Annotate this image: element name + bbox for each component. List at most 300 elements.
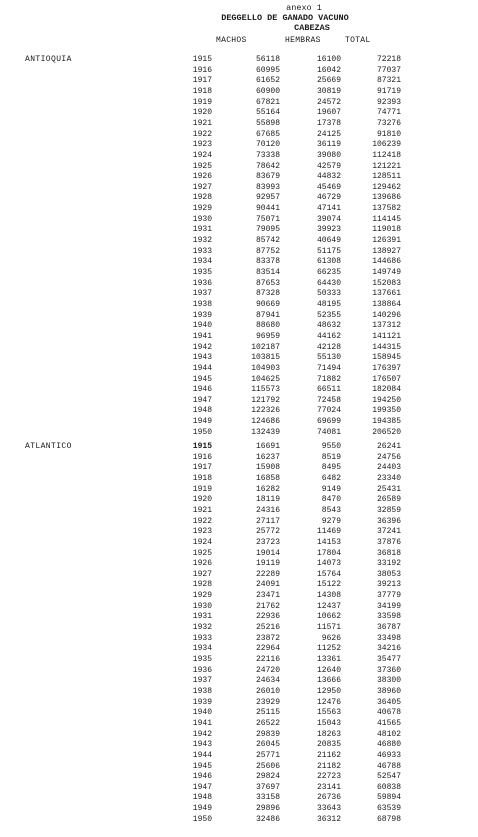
machos-cell: 26045 <box>255 740 280 750</box>
hembras-cell: 72458 <box>316 395 341 405</box>
table-row <box>0 225 478 236</box>
year-cell: 1945 <box>192 761 212 771</box>
machos-cell: 87328 <box>255 289 280 299</box>
document-title: DEGGELLO DE GANADO VACUNO <box>221 13 349 23</box>
table-row <box>0 87 478 98</box>
machos-cell: 18119 <box>255 495 280 505</box>
year-cell: 1920 <box>192 108 212 118</box>
table-row <box>0 204 478 215</box>
hembras-cell: 11469 <box>316 527 341 537</box>
hembras-cell: 33643 <box>316 804 341 814</box>
hembras-cell: 51175 <box>316 246 341 256</box>
year-cell: 1918 <box>192 473 212 483</box>
table-row <box>0 772 478 783</box>
hembras-cell: 11571 <box>316 623 341 633</box>
total-cell: 34199 <box>376 601 401 611</box>
hembras-cell: 71494 <box>316 363 341 373</box>
total-cell: 158945 <box>372 353 401 363</box>
machos-cell: 78642 <box>255 161 280 171</box>
hembras-cell: 66511 <box>316 385 341 395</box>
machos-cell: 87941 <box>255 310 280 320</box>
total-cell: 176397 <box>372 363 401 373</box>
hembras-cell: 15043 <box>316 718 341 728</box>
year-cell: 1925 <box>192 161 212 171</box>
total-cell: 46933 <box>376 750 401 760</box>
total-cell: 33192 <box>376 559 401 569</box>
total-cell: 39213 <box>376 580 401 590</box>
machos-cell: 37697 <box>255 782 280 792</box>
hembras-cell: 40649 <box>316 236 341 246</box>
total-cell: 149749 <box>372 268 401 277</box>
table-row <box>0 549 478 560</box>
year-cell: 1949 <box>192 804 212 814</box>
year-cell: 1919 <box>192 97 212 107</box>
total-cell: 92393 <box>376 97 401 107</box>
hembras-cell: 39074 <box>316 214 341 224</box>
table-row <box>0 289 478 300</box>
hembras-cell: 44832 <box>316 172 341 182</box>
total-cell: 33598 <box>376 612 401 622</box>
year-cell: 1936 <box>192 665 212 675</box>
year-cell: 1937 <box>192 676 212 686</box>
total-cell: 33498 <box>376 633 401 643</box>
machos-cell: 56118 <box>255 55 280 64</box>
total-cell: 112418 <box>372 150 401 160</box>
table-row <box>0 108 478 119</box>
total-cell: 38960 <box>376 686 401 696</box>
total-cell: 37241 <box>376 527 401 537</box>
hembras-cell: 48195 <box>316 299 341 309</box>
table-row <box>0 343 478 354</box>
table-row <box>0 708 478 719</box>
year-cell: 1923 <box>192 140 212 150</box>
total-cell: 77037 <box>376 65 401 75</box>
total-cell: 36818 <box>376 548 401 558</box>
hembras-cell: 14073 <box>316 559 341 569</box>
machos-cell: 55164 <box>255 108 280 118</box>
table-row <box>0 623 478 634</box>
total-cell: 144686 <box>372 257 401 267</box>
machos-cell: 132439 <box>251 427 280 437</box>
machos-cell: 25772 <box>255 527 280 537</box>
table-row <box>0 666 478 677</box>
machos-cell: 60995 <box>255 65 280 75</box>
total-cell: 46880 <box>376 740 401 750</box>
table-row <box>0 783 478 794</box>
hembras-cell: 19607 <box>316 108 341 118</box>
hembras-cell: 24125 <box>316 129 341 139</box>
total-cell: 35477 <box>376 655 401 664</box>
machos-cell: 25606 <box>255 761 280 771</box>
year-cell: 1930 <box>192 214 212 224</box>
total-cell: 129462 <box>372 182 401 192</box>
machos-cell: 15908 <box>255 463 280 473</box>
total-cell: 41565 <box>376 718 401 728</box>
year-cell: 1934 <box>192 644 212 654</box>
year-cell: 1921 <box>192 505 212 515</box>
table-row <box>0 311 478 322</box>
table-row <box>0 612 478 623</box>
table-row <box>0 417 478 428</box>
total-cell: 139686 <box>372 193 401 203</box>
hembras-cell: 44162 <box>316 331 341 341</box>
hembras-cell: 17804 <box>316 548 341 558</box>
total-cell: 63539 <box>376 804 401 814</box>
machos-cell: 67821 <box>255 97 280 107</box>
table-row <box>0 193 478 204</box>
machos-cell: 26010 <box>255 686 280 696</box>
total-cell: 74771 <box>376 108 401 118</box>
hembras-cell: 22723 <box>316 772 341 782</box>
year-cell: 1915 <box>192 442 212 451</box>
machos-cell: 21762 <box>255 601 280 611</box>
year-cell: 1936 <box>192 278 212 288</box>
table-row <box>0 687 478 698</box>
hembras-cell: 11252 <box>316 644 341 654</box>
total-cell: 24403 <box>376 463 401 473</box>
machos-cell: 102187 <box>251 342 280 352</box>
table-row <box>0 506 478 517</box>
hembras-cell: 6482 <box>321 473 341 483</box>
year-cell: 1947 <box>192 782 212 792</box>
table-row <box>0 538 478 549</box>
total-cell: 34216 <box>376 644 401 654</box>
year-cell: 1921 <box>192 118 212 128</box>
year-cell: 1922 <box>192 516 212 526</box>
total-cell: 138864 <box>372 299 401 309</box>
year-cell: 1917 <box>192 76 212 86</box>
total-cell: 68798 <box>376 814 401 824</box>
department-section <box>0 55 478 438</box>
table-row <box>0 740 478 751</box>
machos-cell: 83993 <box>255 182 280 192</box>
machos-cell: 23929 <box>255 697 280 707</box>
total-cell: 73276 <box>376 118 401 128</box>
machos-cell: 19014 <box>255 548 280 558</box>
machos-cell: 103815 <box>251 353 280 363</box>
table-row <box>0 751 478 762</box>
total-cell: 72218 <box>376 55 401 64</box>
hembras-cell: 26736 <box>316 793 341 803</box>
hembras-cell: 69699 <box>316 417 341 427</box>
year-cell: 1942 <box>192 729 212 739</box>
hembras-cell: 45469 <box>316 182 341 192</box>
annex-label: anexo 1 <box>286 3 322 13</box>
table-row <box>0 428 478 439</box>
total-cell: 194385 <box>372 417 401 427</box>
year-cell: 1918 <box>192 86 212 96</box>
year-cell: 1933 <box>192 246 212 256</box>
machos-cell: 22964 <box>255 644 280 654</box>
hembras-cell: 12640 <box>316 665 341 675</box>
year-cell: 1922 <box>192 129 212 139</box>
machos-cell: 33158 <box>255 793 280 803</box>
machos-cell: 75071 <box>255 214 280 224</box>
year-cell: 1930 <box>192 601 212 611</box>
machos-cell: 124686 <box>251 417 280 427</box>
machos-cell: 16237 <box>255 452 280 462</box>
year-cell: 1925 <box>192 548 212 558</box>
total-cell: 144315 <box>372 342 401 352</box>
machos-cell: 73338 <box>255 150 280 160</box>
hembras-cell: 36312 <box>316 814 341 824</box>
total-cell: 194250 <box>372 395 401 405</box>
table-row <box>0 602 478 613</box>
year-cell: 1946 <box>192 772 212 782</box>
column-header-total: TOTAL <box>345 36 371 45</box>
table-row <box>0 453 478 464</box>
table-row <box>0 353 478 364</box>
hembras-cell: 61308 <box>316 257 341 267</box>
hembras-cell: 8543 <box>321 505 341 515</box>
total-cell: 37360 <box>376 665 401 675</box>
year-cell: 1938 <box>192 299 212 309</box>
hembras-cell: 71882 <box>316 374 341 384</box>
hembras-cell: 10662 <box>316 612 341 622</box>
machos-cell: 29896 <box>255 804 280 814</box>
year-cell: 1928 <box>192 193 212 203</box>
machos-cell: 19119 <box>255 559 280 569</box>
year-cell: 1946 <box>192 385 212 395</box>
hembras-cell: 16042 <box>316 65 341 75</box>
hembras-cell: 12437 <box>316 601 341 611</box>
hembras-cell: 77024 <box>316 406 341 416</box>
machos-cell: 90669 <box>255 299 280 309</box>
year-cell: 1941 <box>192 331 212 341</box>
table-row <box>0 247 478 258</box>
hembras-cell: 13361 <box>316 655 341 664</box>
year-cell: 1950 <box>192 427 212 437</box>
table-row <box>0 485 478 496</box>
total-cell: 32859 <box>376 505 401 515</box>
year-cell: 1944 <box>192 363 212 373</box>
year-cell: 1915 <box>192 55 212 64</box>
total-cell: 152083 <box>372 278 401 288</box>
table-row <box>0 463 478 474</box>
table-row <box>0 676 478 687</box>
hembras-cell: 36119 <box>316 140 341 150</box>
table-row <box>0 815 478 826</box>
table-row <box>0 268 478 279</box>
total-cell: 91719 <box>376 86 401 96</box>
machos-cell: 92957 <box>255 193 280 203</box>
year-cell: 1947 <box>192 395 212 405</box>
table-row <box>0 364 478 375</box>
hembras-cell: 23141 <box>316 782 341 792</box>
table-row <box>0 591 478 602</box>
total-cell: 137312 <box>372 321 401 331</box>
machos-cell: 61652 <box>255 76 280 86</box>
hembras-cell: 14153 <box>316 537 341 547</box>
year-cell: 1941 <box>192 718 212 728</box>
hembras-cell: 39080 <box>316 150 341 160</box>
machos-cell: 23723 <box>255 537 280 547</box>
total-cell: 46788 <box>376 761 401 771</box>
machos-cell: 22116 <box>255 655 280 664</box>
machos-cell: 87752 <box>255 246 280 256</box>
machos-cell: 70120 <box>255 140 280 150</box>
table-row <box>0 517 478 528</box>
year-cell: 1933 <box>192 633 212 643</box>
year-cell: 1916 <box>192 65 212 75</box>
machos-cell: 24316 <box>255 505 280 515</box>
machos-cell: 87653 <box>255 278 280 288</box>
year-cell: 1939 <box>192 310 212 320</box>
year-cell: 1944 <box>192 750 212 760</box>
table-row <box>0 151 478 162</box>
year-cell: 1924 <box>192 537 212 547</box>
machos-cell: 104903 <box>251 363 280 373</box>
year-cell: 1929 <box>192 204 212 214</box>
machos-cell: 115573 <box>251 385 280 395</box>
total-cell: 137582 <box>372 204 401 214</box>
total-cell: 40678 <box>376 708 401 718</box>
total-cell: 126391 <box>372 236 401 246</box>
year-cell: 1928 <box>192 580 212 590</box>
hembras-cell: 8519 <box>321 452 341 462</box>
total-cell: 176507 <box>372 374 401 384</box>
table-row <box>0 332 478 343</box>
machos-cell: 85742 <box>255 236 280 246</box>
hembras-cell: 42128 <box>316 342 341 352</box>
department-section <box>0 442 478 825</box>
year-cell: 1923 <box>192 527 212 537</box>
machos-cell: 90441 <box>255 204 280 214</box>
table-row <box>0 385 478 396</box>
table-row <box>0 655 478 666</box>
table-row <box>0 719 478 730</box>
year-cell: 1937 <box>192 289 212 299</box>
machos-cell: 25216 <box>255 623 280 633</box>
hembras-cell: 15563 <box>316 708 341 718</box>
table-row <box>0 730 478 741</box>
unit-label: CABEZAS <box>294 23 330 33</box>
year-cell: 1938 <box>192 686 212 696</box>
machos-cell: 67685 <box>255 129 280 139</box>
table-row <box>0 527 478 538</box>
table-row <box>0 793 478 804</box>
machos-cell: 83679 <box>255 172 280 182</box>
year-cell: 1945 <box>192 374 212 384</box>
table-row <box>0 570 478 581</box>
hembras-cell: 24572 <box>316 97 341 107</box>
total-cell: 59894 <box>376 793 401 803</box>
hembras-cell: 8470 <box>321 495 341 505</box>
year-cell: 1948 <box>192 793 212 803</box>
machos-cell: 27117 <box>255 516 280 526</box>
total-cell: 23340 <box>376 473 401 483</box>
year-cell: 1940 <box>192 321 212 331</box>
hembras-cell: 74081 <box>316 427 341 437</box>
table-row <box>0 236 478 247</box>
table-row <box>0 804 478 815</box>
total-cell: 36405 <box>376 697 401 707</box>
machos-cell: 16691 <box>255 442 280 451</box>
total-cell: 206520 <box>372 427 401 437</box>
total-cell: 91810 <box>376 129 401 139</box>
table-row <box>0 130 478 141</box>
hembras-cell: 9626 <box>321 633 341 643</box>
machos-cell: 25115 <box>255 708 280 718</box>
hembras-cell: 13666 <box>316 676 341 686</box>
hembras-cell: 50333 <box>316 289 341 299</box>
hembras-cell: 17378 <box>316 118 341 128</box>
table-row <box>0 300 478 311</box>
hembras-cell: 39923 <box>316 225 341 235</box>
table-row <box>0 55 478 66</box>
machos-cell: 55898 <box>255 118 280 128</box>
machos-cell: 23471 <box>255 591 280 601</box>
total-cell: 38300 <box>376 676 401 686</box>
hembras-cell: 12476 <box>316 697 341 707</box>
total-cell: 138927 <box>372 246 401 256</box>
year-cell: 1929 <box>192 591 212 601</box>
machos-cell: 23872 <box>255 633 280 643</box>
total-cell: 24756 <box>376 452 401 462</box>
table-row <box>0 375 478 386</box>
table-row <box>0 76 478 87</box>
hembras-cell: 46729 <box>316 193 341 203</box>
table-row <box>0 762 478 773</box>
table-row <box>0 442 478 453</box>
table-row <box>0 66 478 77</box>
year-cell: 1920 <box>192 495 212 505</box>
year-cell: 1932 <box>192 623 212 633</box>
year-cell: 1924 <box>192 150 212 160</box>
hembras-cell: 15764 <box>316 569 341 579</box>
year-cell: 1942 <box>192 342 212 352</box>
hembras-cell: 55130 <box>316 353 341 363</box>
machos-cell: 32486 <box>255 814 280 824</box>
year-cell: 1949 <box>192 417 212 427</box>
year-cell: 1926 <box>192 172 212 182</box>
total-cell: 182084 <box>372 385 401 395</box>
table-row <box>0 698 478 709</box>
year-cell: 1935 <box>192 268 212 277</box>
hembras-cell: 52355 <box>316 310 341 320</box>
table-row <box>0 495 478 506</box>
total-cell: 60838 <box>376 782 401 792</box>
hembras-cell: 14308 <box>316 591 341 601</box>
total-cell: 37876 <box>376 537 401 547</box>
machos-cell: 60900 <box>255 86 280 96</box>
hembras-cell: 47141 <box>316 204 341 214</box>
department-name: ATLANTICO <box>25 442 72 451</box>
table-row <box>0 644 478 655</box>
year-cell: 1935 <box>192 655 212 664</box>
machos-cell: 79095 <box>255 225 280 235</box>
table-row <box>0 215 478 226</box>
hembras-cell: 21182 <box>316 761 341 771</box>
machos-cell: 16858 <box>255 473 280 483</box>
total-cell: 119018 <box>372 225 401 235</box>
column-header-hembras: HEMBRAS <box>285 36 321 45</box>
total-cell: 52547 <box>376 772 401 782</box>
total-cell: 36396 <box>376 516 401 526</box>
year-cell: 1917 <box>192 463 212 473</box>
total-cell: 37779 <box>376 591 401 601</box>
machos-cell: 88680 <box>255 321 280 331</box>
table-row <box>0 474 478 485</box>
hembras-cell: 9550 <box>321 442 341 451</box>
total-cell: 199350 <box>372 406 401 416</box>
machos-cell: 26522 <box>255 718 280 728</box>
total-cell: 141121 <box>372 331 401 341</box>
hembras-cell: 20835 <box>316 740 341 750</box>
hembras-cell: 66235 <box>316 268 341 277</box>
machos-cell: 24091 <box>255 580 280 590</box>
total-cell: 87321 <box>376 76 401 86</box>
